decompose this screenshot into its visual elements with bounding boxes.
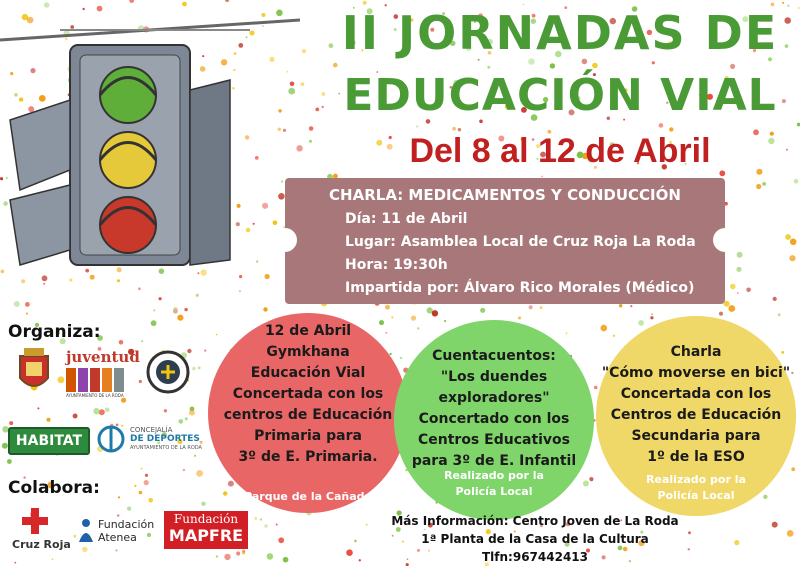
atenea-fundacion-text: Fundación xyxy=(98,518,155,531)
main-title-line1: II JORNADAS DE xyxy=(341,6,779,60)
juventud-wordmark: juventud xyxy=(66,348,140,366)
juventud-logo xyxy=(66,348,140,404)
deportes-text: DE DEPORTES xyxy=(130,434,200,444)
cruz-roja-text: Cruz Roja xyxy=(12,538,71,551)
talk-place: Lugar: Asamblea Local de Cruz Roja La Roda xyxy=(345,234,696,250)
charla-bici-text: Charla "Cómo moverse en bici" Concertada con los Centros de Educación Secundaria para 1º de la ESO xyxy=(601,344,791,465)
cuentacuentos-note: Realizado por la Policía Local xyxy=(444,469,544,498)
red-cross-icon xyxy=(22,508,48,534)
gymkhana-text: 12 de Abril Gymkhana Educación Vial Concertada con los centros de Educación Primaria para 3º de E. Primaria. xyxy=(223,323,393,465)
mapfre-fundacion-text: Fundación xyxy=(173,512,239,526)
deportes-logo-text xyxy=(130,426,202,453)
atenea-name-text: Atenea xyxy=(98,531,137,544)
deportes-logo-icon xyxy=(96,424,126,454)
gymkhana-location: Parque de la Cañada xyxy=(244,490,372,503)
talk-time: Hora: 19:30h xyxy=(345,257,448,273)
event-circle-cuentacuentos xyxy=(394,320,594,520)
info-line1: Más Información: Centro Joven de La Roda xyxy=(391,514,679,528)
deportes-ayuntamiento-text: AYUNTAMIENTO DE LA RODA xyxy=(130,445,202,451)
event-circle-gymkhana xyxy=(208,313,408,513)
police-badge-logo xyxy=(146,350,190,394)
organiza-label: Organiza: xyxy=(8,322,101,342)
talk-title: CHARLA: MEDICAMENTOS Y CONDUCCIÓN xyxy=(329,186,681,204)
mapfre-name-text: MAPFRE xyxy=(168,526,244,545)
talk-day: Día: 11 de Abril xyxy=(345,211,468,227)
ticket-notch-left xyxy=(273,228,297,252)
info-line3: Tlfn:967442413 xyxy=(481,550,588,564)
juventud-ayuntamiento-text: AYUNTAMIENTO DE LA RODA xyxy=(66,393,124,398)
atenea-icon xyxy=(76,518,96,544)
more-info xyxy=(370,512,700,566)
event-dates: Del 8 al 12 de Abril xyxy=(409,132,711,170)
atenea-text xyxy=(98,518,154,544)
talk-speaker: Impartida por: Álvaro Rico Morales (Médico) xyxy=(345,280,695,296)
main-title-line2: EDUCACIÓN VIAL xyxy=(343,70,777,121)
event-circle-charla-bici xyxy=(596,316,796,516)
talk-ticket xyxy=(285,178,725,304)
info-line2: 1ª Planta de la Casa de la Cultura xyxy=(421,532,649,546)
juventud-figures xyxy=(66,368,132,392)
la-roda-shield-logo xyxy=(16,348,52,396)
cuentacuentos-text: Cuentacuentos: "Los duendes exploradores" Concertado con los Centros Educativos para 3º de E. Infantil xyxy=(411,348,577,469)
mapfre-logo xyxy=(164,511,248,549)
concejalia-text: CONCEJALÍA xyxy=(130,426,173,434)
charla-bici-note: Realizado por la Policía Local xyxy=(646,473,746,502)
ticket-notch-right xyxy=(713,228,737,252)
habitat-logo: HABITAT xyxy=(8,427,90,455)
traffic-light-illustration xyxy=(0,0,300,300)
colabora-label: Colabora: xyxy=(8,478,100,498)
